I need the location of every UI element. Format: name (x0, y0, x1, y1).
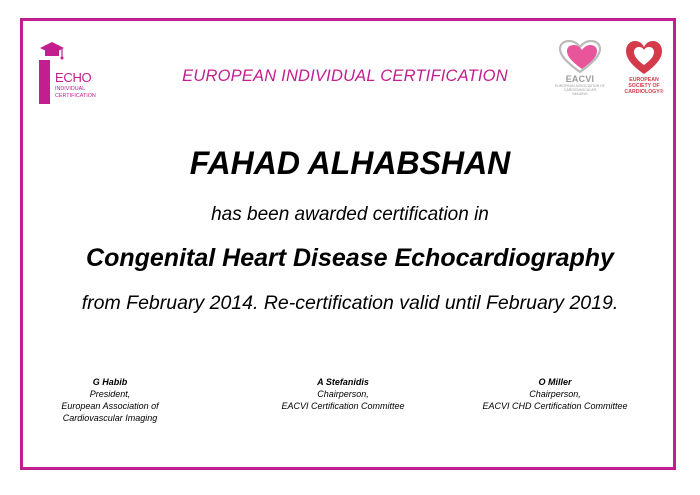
signatory-role: Chairperson, (317, 389, 369, 399)
echo-logo-subtitle (55, 86, 96, 99)
validity-statement: from February 2014. Re-certification valid until February 2019. (81, 292, 619, 314)
signatory-certification-chair (265, 376, 421, 412)
signatory-role: European Association of (61, 401, 159, 411)
awarded-text: has been awarded certification in (211, 204, 489, 225)
certificate-title: EUROPEAN INDIVIDUAL CERTIFICATION (182, 67, 508, 85)
echo-logo-line2: CERTIFICATION (55, 92, 96, 99)
graduation-cap-icon (38, 40, 68, 62)
signatory-name: O Miller (538, 377, 572, 387)
eacvi-logo-line3: IMAGING (572, 92, 588, 96)
esc-logo-text (616, 77, 672, 95)
esc-logo (616, 40, 672, 110)
esc-logo-line2: SOCIETY OF (628, 83, 660, 89)
esc-heart-icon (625, 40, 663, 76)
echo-logo-word: ECHO (55, 70, 92, 85)
eacvi-logo-line1: EUROPEAN ASSOCIATION OF (555, 84, 605, 88)
signatory-role: Chairperson, (529, 389, 581, 399)
echo-logo-line1: INDIVIDUAL (55, 86, 86, 92)
echo-logo-bar (39, 60, 50, 104)
eacvi-logo-name: EACVI (565, 74, 595, 84)
signatory-role: EACVI Certification Committee (281, 401, 405, 411)
esc-logo-line3: CARDIOLOGY® (624, 89, 664, 95)
signatory-chd-chair (470, 376, 640, 412)
signatory-name: G Habib (92, 377, 128, 387)
esc-logo-line1: EUROPEAN (629, 77, 659, 83)
certification-subject: Congenital Heart Disease Echocardiography (86, 244, 614, 272)
eacvi-logo (552, 40, 608, 110)
signatory-role: EACVI CHD Certification Committee (482, 401, 628, 411)
signatory-president (50, 376, 170, 424)
eacvi-logo-line2: CARDIOVASCULAR (563, 88, 597, 92)
signatory-role: Cardiovascular Imaging (62, 413, 158, 423)
echo-certification-logo (38, 40, 108, 110)
signatory-name: A Stefanidis (317, 377, 369, 387)
signatory-role: President, (89, 389, 131, 399)
eacvi-heart-icon (558, 40, 602, 74)
recipient-name: FAHAD ALHABSHAN (189, 145, 511, 181)
